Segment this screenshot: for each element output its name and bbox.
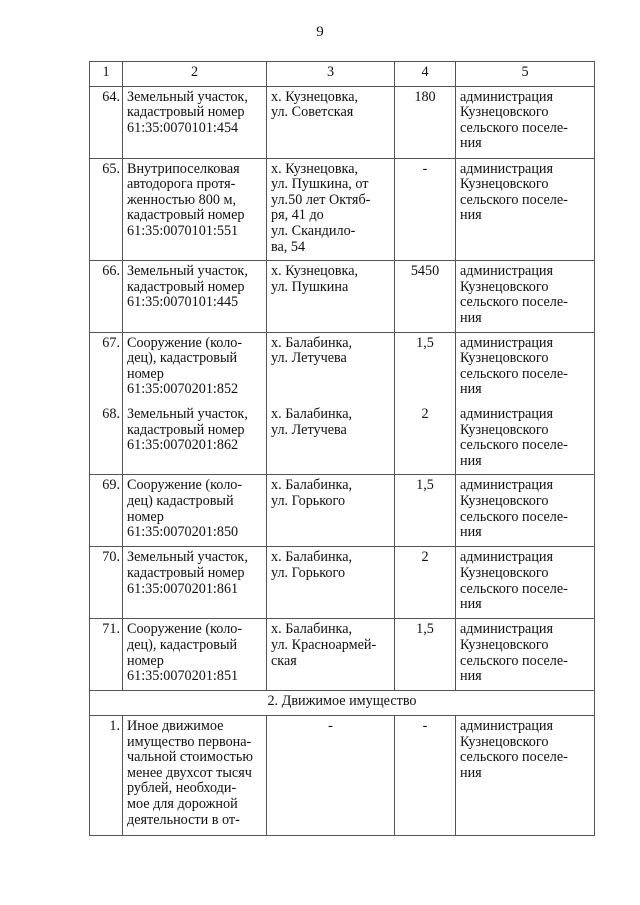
object-holder: администрация Кузнецовского сельского поселе- ния <box>456 475 595 547</box>
object-address: х. Кузнецовка, ул. Пушкина <box>267 261 395 332</box>
object-area: 2 <box>395 547 456 619</box>
row-number: 66. <box>90 261 123 332</box>
object-holder: администрация Кузнецовского сельского поселе- ния <box>456 332 595 404</box>
header-cell: 2 <box>123 62 267 87</box>
row-number: 64. <box>90 86 123 158</box>
table-row <box>90 261 595 332</box>
table-row <box>90 404 595 475</box>
row-number: 1. <box>90 716 123 836</box>
row-number: 69. <box>90 475 123 547</box>
object-address: х. Балабинка, ул. Горького <box>267 547 395 619</box>
object-area: 1,5 <box>395 619 456 691</box>
object-name: Земельный участок, кадастровый номер 61:35:0070201:861 <box>123 547 267 619</box>
object-address: х. Балабинка, ул. Горького <box>267 475 395 547</box>
object-address: х. Кузнецовка, ул. Пушкина, от ул.50 лет Октяб- ря, 41 до ул. Скандило- ва, 54 <box>267 158 395 261</box>
table-row <box>90 716 595 836</box>
object-holder: администрация Кузнецовского сельского поселе- ния <box>456 261 595 332</box>
object-name: Земельный участок, кадастровый номер 61:35:0070201:862 <box>123 404 267 475</box>
table-row <box>90 619 595 691</box>
object-area: 1,5 <box>395 332 456 404</box>
row-number: 67. <box>90 332 123 404</box>
object-name: Внутрипоселковая автодорога протя- женностью 800 м, кадастровый номер 61:35:0070101:551 <box>123 158 267 261</box>
header-cell: 3 <box>267 62 395 87</box>
object-area: 2 <box>395 404 456 475</box>
object-holder: администрация Кузнецовского сельского поселе- ния <box>456 86 595 158</box>
header-cell: 1 <box>90 62 123 87</box>
object-holder: администрация Кузнецовского сельского поселе- ния <box>456 404 595 475</box>
object-name: Сооружение (коло- дец), кадастровый номер 61:35:0070201:852 <box>123 332 267 404</box>
object-name: Иное движимое имущество первона- чальной стоимостью менее двухсот тысяч рублей, необходи- мое для дорожной деятельности в от- <box>123 716 267 836</box>
row-number: 68. <box>90 404 123 475</box>
object-name: Земельный участок, кадастровый номер 61:35:0070101:454 <box>123 86 267 158</box>
object-area: 1,5 <box>395 475 456 547</box>
table-row <box>90 332 595 404</box>
header-cell: 4 <box>395 62 456 87</box>
object-name: Сооружение (коло- дец) кадастровый номер 61:35:0070201:850 <box>123 475 267 547</box>
header-cell: 5 <box>456 62 595 87</box>
row-number: 65. <box>90 158 123 261</box>
object-holder: администрация Кузнецовского сельского поселе- ния <box>456 158 595 261</box>
row-number: 71. <box>90 619 123 691</box>
object-area: 5450 <box>395 261 456 332</box>
object-holder: администрация Кузнецовского сельского поселе- ния <box>456 716 595 836</box>
object-area: - <box>395 716 456 836</box>
object-name: Земельный участок, кадастровый номер 61:35:0070101:445 <box>123 261 267 332</box>
table-row <box>90 86 595 158</box>
section-row <box>90 691 595 716</box>
header-row <box>90 62 595 87</box>
table-row <box>90 547 595 619</box>
object-address: - <box>267 716 395 836</box>
object-name: Сооружение (коло- дец), кадастровый номер 61:35:0070201:851 <box>123 619 267 691</box>
row-number: 70. <box>90 547 123 619</box>
page-number: 9 <box>316 24 324 40</box>
property-table <box>89 61 595 836</box>
object-address: х. Кузнецовка, ул. Советская <box>267 86 395 158</box>
table-row <box>90 475 595 547</box>
object-holder: администрация Кузнецовского сельского поселе- ния <box>456 547 595 619</box>
object-area: 180 <box>395 86 456 158</box>
object-address: х. Балабинка, ул. Летучева <box>267 332 395 404</box>
object-area: - <box>395 158 456 261</box>
section-title: 2. Движимое имущество <box>90 691 595 716</box>
object-holder: администрация Кузнецовского сельского поселе- ния <box>456 619 595 691</box>
object-address: х. Балабинка, ул. Летучева <box>267 404 395 475</box>
table-row <box>90 158 595 261</box>
object-address: х. Балабинка, ул. Красноармей- ская <box>267 619 395 691</box>
